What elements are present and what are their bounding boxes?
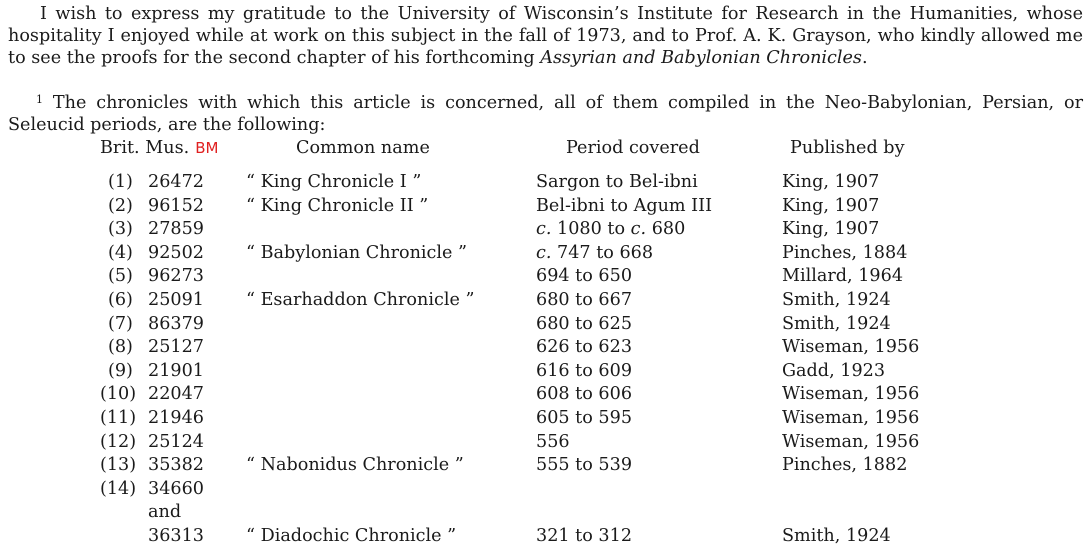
row-museum-number: 96273 [148, 266, 204, 287]
row-period-part: 616 to 609 [536, 360, 633, 381]
acknowledgement-end: . [861, 48, 868, 68]
row-period-part: c. [536, 219, 552, 240]
row-museum-number: 22047 [148, 384, 204, 405]
footnote-paragraph [8, 89, 1083, 136]
row-common-name: “ Nabonidus Chronicle ” [246, 455, 464, 476]
row-number: (8) [108, 337, 133, 358]
row-museum-number: 21946 [148, 408, 204, 428]
row-number: (7) [108, 313, 133, 334]
row-number: (11) [100, 408, 137, 428]
row-published-by: Pinches, 1884 [782, 242, 908, 263]
row-period [536, 219, 685, 239]
row-period-part: c. [630, 219, 647, 240]
acknowledgement-text: I wish to express my gratitude to the University of Wisconsin’s Institute for Research in the Humanities, whose hospitality I enjoyed while at work on this subject in the fall of 1973, and to Prof. A. K. Grayson, who kindly allowed me to see the proofs for the second chapter of his forthcoming [8, 4, 1083, 68]
row-period [536, 432, 570, 452]
row-period-part: 694 to 650 [536, 266, 633, 287]
row-period-part: 605 to 595 [536, 408, 633, 428]
em-annotation: BM [195, 139, 219, 157]
acknowledgement-paragraph [8, 3, 1083, 69]
row-museum-number: 27859 [148, 219, 204, 240]
row-museum-number: 86379 [148, 313, 204, 334]
row-number: (12) [100, 431, 137, 452]
row-period-part: 608 to 606 [536, 384, 633, 405]
row-published-by: Wiseman, 1956 [782, 408, 920, 428]
row-period-part: 1080 to [551, 219, 631, 240]
row-published-by: Millard, 1964 [782, 266, 904, 287]
row-museum-number: 35382 [148, 455, 204, 476]
row-published-by: Wiseman, 1956 [782, 431, 920, 452]
row-common-name: “ King Chronicle I ” [246, 172, 422, 192]
header-period: Period covered [566, 138, 700, 158]
row-period [536, 337, 632, 357]
row-museum-number: 25127 [148, 337, 204, 358]
row-period [536, 196, 712, 216]
row-museum-number: 92502 [148, 242, 204, 263]
row-published-by: Gadd, 1923 [782, 360, 886, 381]
row-period [536, 384, 632, 404]
row-period [536, 361, 632, 381]
row-published-by: Smith, 1924 [782, 290, 891, 310]
row-published-by: Pinches, 1882 [782, 455, 908, 476]
row-museum-number: 26472 [148, 172, 204, 192]
row-period-part: 680 [646, 219, 686, 240]
row-number: (2) [108, 195, 133, 216]
row-number: (10) [100, 384, 137, 405]
row-number: (14) [100, 478, 137, 499]
row-number: (13) [100, 455, 137, 476]
row-common-name: “ Diadochic Chronicle ” [246, 526, 457, 546]
row-museum-number: 36313 [148, 526, 204, 546]
row-number: (3) [108, 219, 133, 240]
row-period-part: 680 to 667 [536, 290, 633, 310]
row-number: (5) [108, 266, 133, 287]
row-museum-number: 25091 [148, 290, 204, 310]
row-period-part: Bel-ibni to Agum III [536, 195, 713, 216]
row-period-part: 626 to 623 [536, 337, 633, 358]
row-museum-number: 34660 [148, 478, 204, 499]
row-museum-number: and [148, 502, 182, 523]
row-published-by: Smith, 1924 [782, 526, 891, 546]
header-published: Published by [790, 138, 905, 158]
row-number: (9) [108, 360, 133, 381]
book-title: Assyrian and Babylonian Chronicles [540, 48, 862, 68]
footnote-text: The chronicles with which this article is concerned, all of them compiled in the Neo-Babylonian, Persian, or Seleucid periods, are the following: [8, 93, 1084, 135]
row-published-by: King, 1907 [782, 172, 880, 192]
row-period-part: 555 to 539 [536, 455, 633, 476]
row-period-part: 680 to 625 [536, 313, 633, 334]
row-period-part: Sargon to Bel-ibni [536, 172, 698, 192]
header-common-name: Common name [296, 138, 430, 158]
row-museum-number: 25124 [148, 431, 204, 452]
row-number: (6) [108, 290, 133, 310]
row-published-by: Wiseman, 1956 [782, 337, 920, 358]
header-brit-mus [100, 138, 218, 158]
row-period [536, 243, 653, 263]
row-period [536, 266, 632, 286]
row-published-by: Wiseman, 1956 [782, 384, 920, 405]
row-number: (4) [108, 242, 133, 263]
row-published-by: King, 1907 [782, 219, 880, 240]
row-number: (1) [108, 172, 133, 192]
row-period [536, 408, 632, 428]
row-period [536, 526, 632, 546]
row-period [536, 455, 632, 475]
header-brit-mus-label: Brit. Mus. [100, 138, 190, 158]
row-period [536, 172, 698, 192]
row-period-part: c. [536, 242, 552, 263]
row-common-name: “ Babylonian Chronicle ” [246, 242, 468, 263]
row-common-name: “ Esarhaddon Chronicle ” [246, 290, 475, 310]
row-published-by: Smith, 1924 [782, 313, 891, 334]
row-period [536, 290, 632, 310]
row-period-part: 747 to 668 [551, 242, 654, 263]
footnote-marker: 1 [36, 93, 43, 106]
row-period [536, 314, 632, 334]
row-common-name: “ King Chronicle II ” [246, 195, 429, 216]
row-published-by: King, 1907 [782, 195, 880, 216]
row-museum-number: 96152 [148, 195, 204, 216]
row-period-part: 321 to 312 [536, 526, 633, 546]
row-period-part: 556 [536, 431, 570, 452]
row-museum-number: 21901 [148, 360, 204, 381]
